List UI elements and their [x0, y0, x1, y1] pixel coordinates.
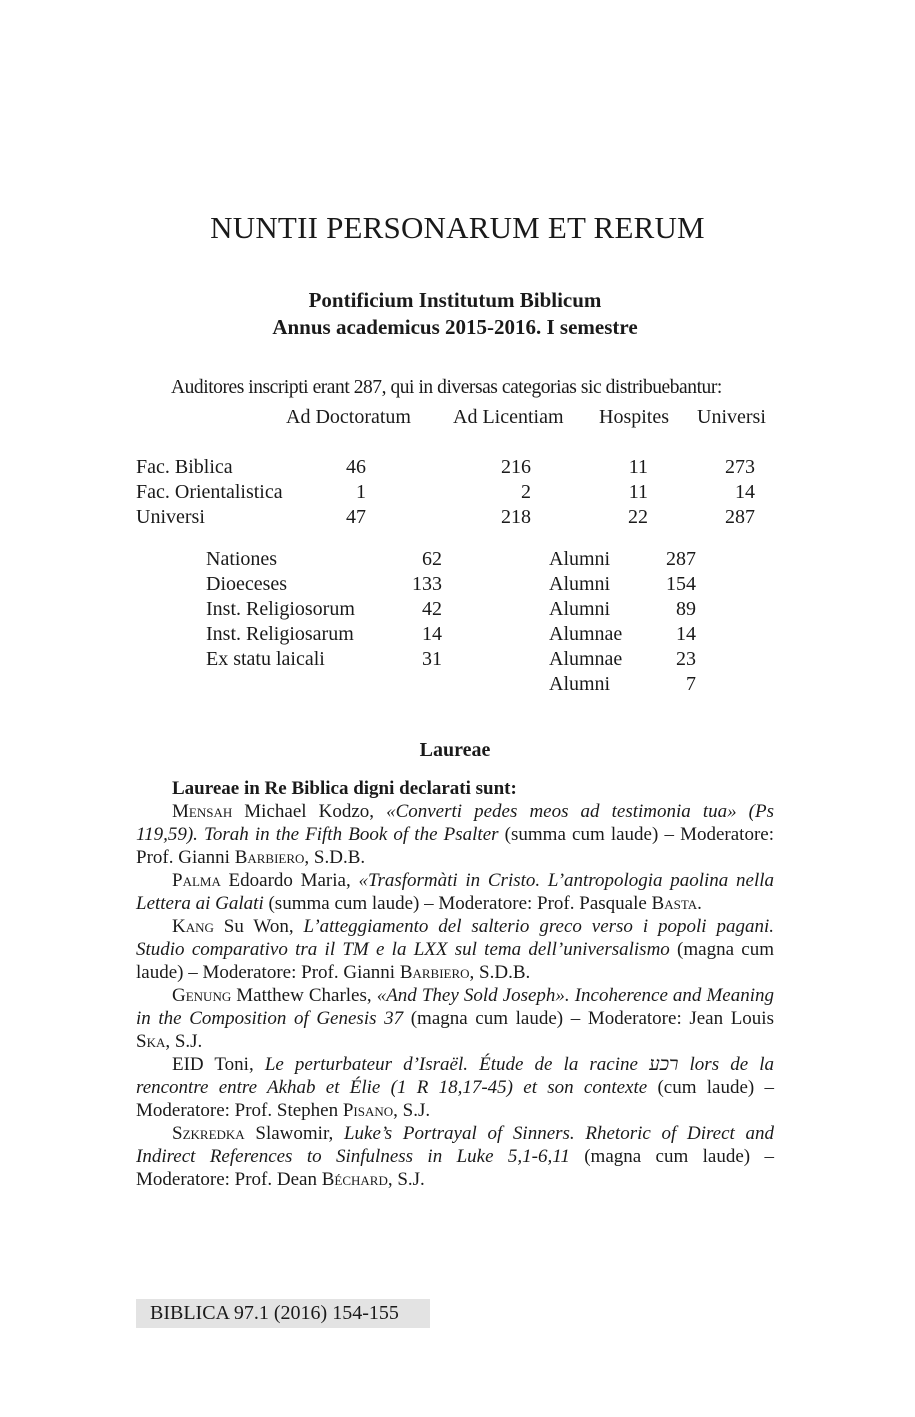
category-group: Alumni	[549, 598, 611, 620]
dissertation-title: L’atteggiamento del salterio greco verso i popoli pagani. Studio comparativo tra il TM e la LXX sul tema dell’universalismo	[136, 916, 774, 960]
moderator-surname: Béchard	[321, 1169, 388, 1190]
category-label: Inst. Religiosarum	[206, 623, 354, 645]
laureae-heading: Laureae	[419, 739, 491, 761]
category-count: 154	[666, 573, 696, 595]
laurea-entry: Mensah Michael Kodzo, «Converti pedes meos ad testimonia tua» (Ps 119,59). Torah in the Fifth Book of the Psalter (summa cum laude) – Moderatore: Prof. Gianni Barbiero, S.D.B.	[136, 801, 775, 868]
laurea-entry: Szkredka Slawomir, Luke’s Portrayal of Sinners. Rhetoric of Direct and Indirect References to Sinfulness in Luke 5,1-6,11 (magna cum laude) – Moderatore: Prof. Dean Béchard, S.J.	[136, 1123, 775, 1190]
candidate-surname: Genung	[172, 985, 232, 1006]
category-value: 31	[422, 648, 442, 670]
row-label-universi: Universi	[136, 506, 205, 528]
category-value: 14	[422, 623, 442, 645]
table-cell: 11	[628, 456, 648, 478]
category-value: 42	[422, 598, 442, 620]
candidate-surname: EID	[172, 1054, 204, 1075]
table-cell: 287	[725, 506, 755, 528]
category-count: 89	[676, 598, 696, 620]
dissertation-title: Luke’s Portrayal of Sinners. Rhetoric of Direct and Indirect References to Sinfulness in Luke 5,1-6,11	[136, 1123, 775, 1167]
table-cell: 216	[501, 456, 531, 478]
table-cell: 46	[346, 456, 366, 478]
table-cell: 2	[521, 481, 531, 503]
category-label: Ex statu laicali	[206, 648, 325, 670]
laureae-list	[136, 777, 774, 1191]
category-group: Alumnae	[549, 623, 623, 645]
category-count: 23	[676, 648, 696, 670]
table-cell: 47	[346, 506, 366, 528]
category-label: Inst. Religiosorum	[206, 598, 355, 620]
enrollment-intro: Auditores inscripti erant 287, qui in diversas categorias sic distribuebantur:	[171, 377, 722, 398]
row-label-biblica: Fac. Biblica	[136, 456, 233, 478]
category-group: Alumni	[549, 548, 611, 570]
dissertation-title: «Converti pedes meos ad testimonia tua» (Ps 119,59). Torah in the Fifth Book of the Psalter	[136, 801, 775, 845]
laureae-intro: Laureae in Re Biblica digni declarati sunt:	[172, 778, 517, 799]
moderator-surname: Barbiero	[234, 847, 305, 868]
candidate-surname: Mensah	[172, 801, 233, 822]
dissertation-title: «And They Sold Joseph». Incoherence and Meaning in the Composition of Genesis 37	[136, 985, 774, 1029]
institution-name: Pontificium Institutum Biblicum	[308, 288, 602, 312]
academic-year: Annus academicus 2015-2016. I semestre	[272, 315, 638, 339]
row-label-orientalistica: Fac. Orientalistica	[136, 481, 283, 503]
candidate-surname: Kang	[172, 916, 214, 937]
moderator-surname: Ska	[136, 1031, 166, 1052]
dissertation-title: «Trasformàti in Cristo. L’antropologia paolina nella Lettera ai Galati	[136, 870, 775, 914]
moderator-surname: Basta	[651, 893, 698, 914]
category-count: 287	[666, 548, 696, 570]
dissertation-title: Le perturbateur d’Israël. Étude de la racine רכע lors de la rencontre entre Akhab et Élie (1 R 18,17-45) et son contexte	[136, 1054, 774, 1098]
table-cell: 218	[501, 506, 531, 528]
table-cell: 1	[356, 481, 366, 503]
category-group: Alumni	[549, 673, 611, 695]
laurea-entry: Genung Matthew Charles, «And They Sold Joseph». Incoherence and Meaning in the Composition of Genesis 37 (magna cum laude) – Moderatore: Jean Louis Ska, S.J.	[136, 985, 774, 1052]
moderator-surname: Barbiero	[399, 962, 470, 983]
header-doctoratum: Ad Doctoratum	[286, 406, 411, 428]
table-cell: 273	[725, 456, 755, 478]
table-cell: 22	[628, 506, 648, 528]
laurea-entry: Kang Su Won, L’atteggiamento del salterio greco verso i popoli pagani. Studio comparativo tra il TM e la LXX sul tema dell’universalismo (magna cum laude) – Moderatore: Prof. Gianni Barbiero, S.D.B.	[136, 916, 774, 983]
moderator-surname: Pisano	[342, 1100, 394, 1121]
header-universi: Universi	[697, 406, 766, 428]
category-label: Nationes	[206, 548, 278, 570]
header-hospites: Hospites	[599, 406, 669, 428]
category-value: 62	[422, 548, 442, 570]
page-title: NUNTII PERSONARUM ET RERUM	[210, 210, 705, 245]
candidate-surname: Szkredka	[172, 1123, 245, 1144]
category-count: 14	[676, 623, 696, 645]
table-cell: 11	[628, 481, 648, 503]
table-cell: 14	[735, 481, 755, 503]
category-group: Alumnae	[549, 648, 623, 670]
category-group: Alumni	[549, 573, 611, 595]
category-value: 133	[412, 573, 442, 595]
laurea-entry: EID Toni, Le perturbateur d’Israël. Étude de la racine רכע lors de la rencontre entre Akhab et Élie (1 R 18,17-45) et son contexte (cum laude) – Moderatore: Prof. Stephen Pisano, S.J.	[136, 1054, 774, 1121]
journal-citation: BIBLICA 97.1 (2016) 154-155	[150, 1302, 399, 1324]
laurea-entry: Palma Edoardo Maria, «Trasformàti in Cristo. L’antropologia paolina nella Lettera ai Galati (summa cum laude) – Moderatore: Prof. Pasquale Basta.	[136, 870, 775, 914]
category-count: 7	[686, 673, 696, 695]
category-label: Dioeceses	[206, 573, 288, 595]
candidate-surname: Palma	[172, 870, 221, 891]
header-licentiam: Ad Licentiam	[453, 406, 564, 428]
